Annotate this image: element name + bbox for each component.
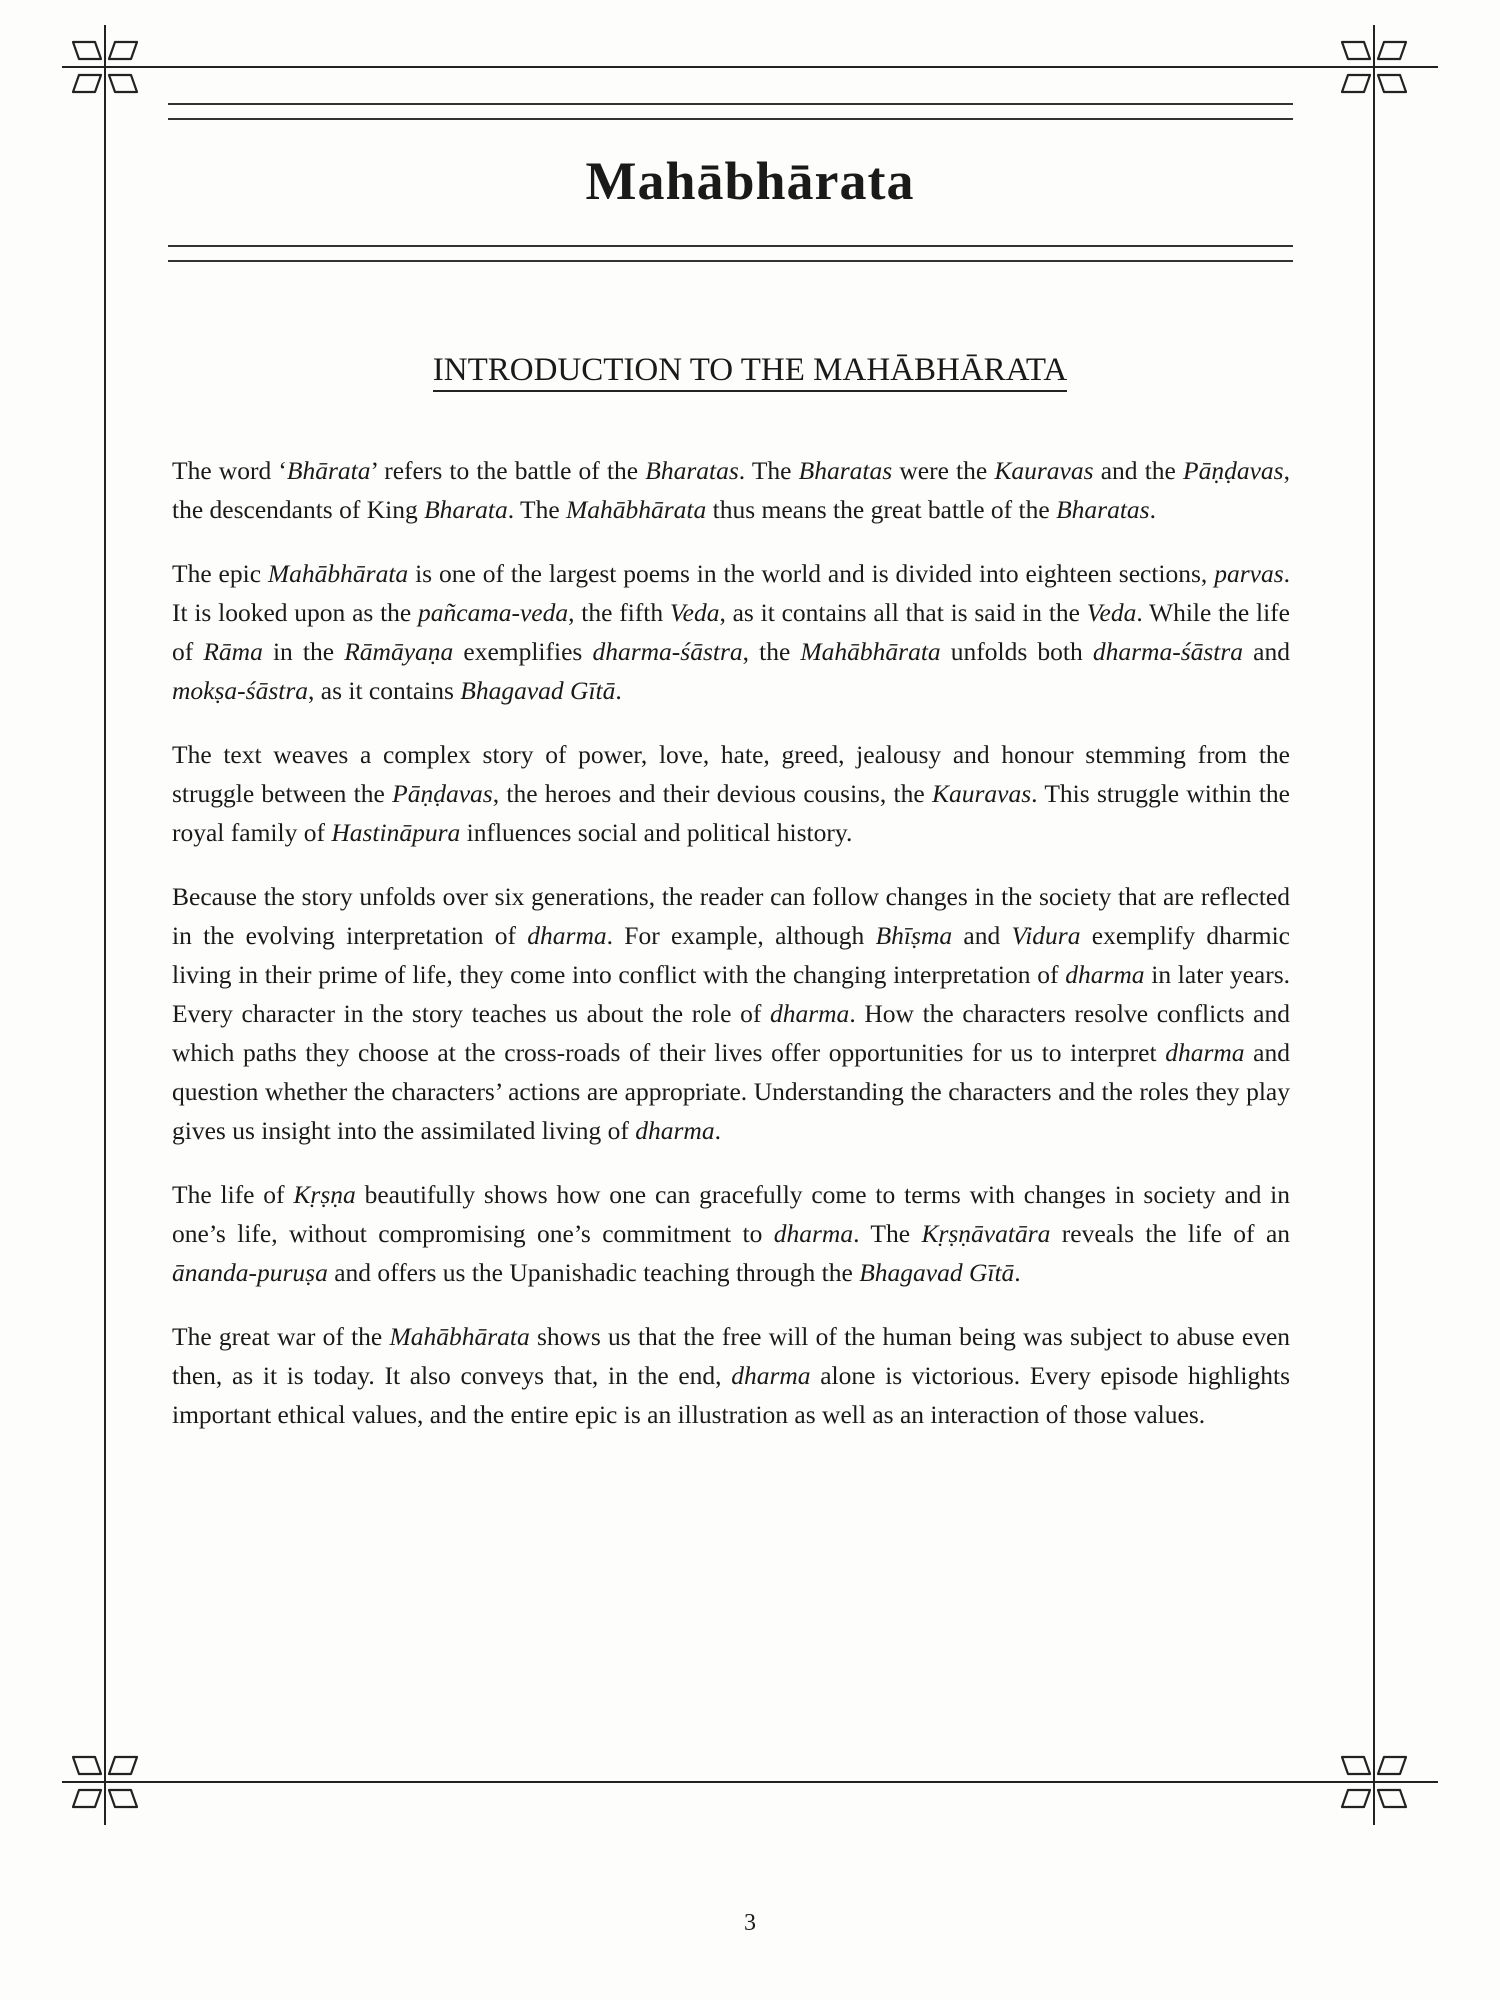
paragraph (172, 554, 1290, 710)
italic-term: dharma (1165, 1038, 1245, 1067)
body-text (172, 451, 1290, 1459)
frame-bottom-line (62, 1781, 1438, 1783)
text-run: . The (738, 456, 799, 485)
text-run: , as it contains all that is said in the (719, 598, 1087, 627)
page-number: 3 (744, 1910, 756, 1936)
text-run: exemplify dharmic living in their prime of life, they come into conflict with the changing interpretation of (172, 921, 1290, 989)
text-run: . The (853, 1219, 922, 1248)
italic-term: Rāma (203, 637, 263, 666)
text-run: reveals the life of an (1050, 1219, 1291, 1248)
text-run: . (714, 1116, 721, 1145)
text-run: . While the life of (172, 598, 1290, 666)
italic-term: Mahābhārata (389, 1322, 530, 1351)
italic-term: Mahābhārata (267, 559, 409, 588)
text-run: . (1014, 1258, 1021, 1287)
italic-term: Kṛṣṇa (293, 1180, 356, 1209)
text-run: , as it contains (308, 676, 461, 705)
frame-right-line (1373, 25, 1375, 1825)
text-run: Because the story unfolds over six generations, the reader can follow changes in the society that are reflected in the evolving interpretation of (172, 882, 1290, 950)
corner-ornament-top-left-icon (63, 25, 147, 109)
italic-term: pañcama-veda (418, 598, 569, 627)
text-run: and offers us the Upanishadic teaching through the (327, 1258, 860, 1287)
italic-term: Kṛṣṇāvatāra (921, 1219, 1051, 1248)
text-run: , the (742, 637, 801, 666)
text-run: influences social and political history. (460, 818, 853, 847)
text-run: . (615, 676, 622, 705)
text-run: and (952, 921, 1012, 950)
paragraph (172, 1175, 1290, 1292)
italic-term: Hastināpura (331, 818, 461, 847)
text-run: The life of (172, 1180, 294, 1209)
italic-term: Rāmāyaṇa (344, 637, 454, 666)
text-run: . The (507, 495, 567, 524)
text-run: ’ refers to the battle of the (370, 456, 646, 485)
text-run: and the (1093, 456, 1184, 485)
section-heading-text: INTRODUCTION TO THE MAHĀBHĀRATA (433, 352, 1067, 392)
text-run: exemplifies (453, 637, 593, 666)
italic-term: Kauravas (994, 456, 1094, 485)
italic-term: Bhagavad Gītā (460, 676, 616, 705)
italic-term: Kauravas (931, 779, 1032, 808)
italic-term: Veda (1086, 598, 1137, 627)
text-run: and question whether the characters’ actions are appropriate. Understanding the characters and the roles they play gives us insight into the assimilated living of (172, 1038, 1290, 1145)
italic-term: Bharatas (1056, 495, 1150, 524)
text-run: The epic (172, 559, 268, 588)
italic-term: dharma (769, 999, 850, 1028)
text-run: thus means the great battle of the (706, 495, 1057, 524)
section-heading (0, 352, 1500, 389)
italic-term: dharma (773, 1219, 854, 1248)
italic-term: dharma-śāstra (592, 637, 743, 666)
italic-term: Pāṇḍavas (1183, 456, 1284, 485)
paragraph (172, 877, 1290, 1150)
text-run: alone is victorious. Every episode highlights important ethical values, and the entire epic is an illustration as well as an interaction of those values. (172, 1361, 1290, 1429)
italic-term: dharma-śāstra (1092, 637, 1244, 666)
italic-term: Vidura (1011, 921, 1081, 950)
paragraph (172, 1317, 1290, 1434)
text-run: The text weaves a complex story of power, love, hate, greed, jealousy and honour stemming from the struggle between the (172, 740, 1290, 808)
italic-term: ānanda-puruṣa (172, 1258, 328, 1287)
italic-term: dharma (1065, 960, 1145, 989)
italic-term: Veda (669, 598, 720, 627)
italic-term: Bhārata (286, 456, 371, 485)
italic-term: parvas (1214, 559, 1284, 588)
italic-term: Pāṇḍavas (392, 779, 493, 808)
text-run: . How the characters resolve conflicts and which paths they choose at the cross-roads of their lives offer opportunities for us to interpret (172, 999, 1290, 1067)
text-run: The word ‘ (172, 456, 287, 485)
italic-term: dharma (731, 1361, 811, 1390)
corner-ornament-bottom-left-icon (63, 1740, 147, 1824)
text-run: in the (262, 637, 345, 666)
text-run: and (1243, 637, 1290, 666)
text-run: were the (892, 456, 995, 485)
title-rule-bottom-2 (168, 260, 1293, 262)
text-run: . This struggle within the royal family of (172, 779, 1290, 847)
paragraph (172, 735, 1290, 852)
corner-ornament-top-right-icon (1332, 25, 1416, 109)
title-rule-top-1 (168, 103, 1293, 105)
italic-term: Mahābhārata (566, 495, 707, 524)
text-run: . It is looked upon as the (172, 559, 1291, 627)
paragraph (172, 451, 1290, 529)
italic-term: Bhīṣma (875, 921, 953, 950)
italic-term: Bharata (424, 495, 508, 524)
italic-term: Bharatas (798, 456, 893, 485)
text-run: The great war of the (172, 1322, 390, 1351)
italic-term: Mahābhārata (800, 637, 941, 666)
corner-ornament-bottom-right-icon (1332, 1740, 1416, 1824)
italic-term: Bharatas (645, 456, 739, 485)
frame-left-line (104, 25, 106, 1825)
text-run: . (1149, 495, 1156, 524)
text-run: beautifully shows how one can gracefully come to terms with changes in society and in one’s life, without compromising one’s commitment to (172, 1180, 1290, 1248)
text-run: , the fifth (568, 598, 670, 627)
text-run: . For example, although (606, 921, 876, 950)
text-run: shows us that the free will of the human being was subject to abuse even then, as it is today. It also conveys that, in the end, (172, 1322, 1291, 1390)
italic-term: dharma (527, 921, 607, 950)
text-run: , the heroes and their devious cousins, the (492, 779, 932, 808)
italic-term: mokṣa-śāstra (172, 676, 309, 705)
italic-term: dharma (635, 1116, 715, 1145)
italic-term: Bhagavad Gītā (859, 1258, 1015, 1287)
title-rule-bottom-1 (168, 245, 1293, 247)
text-run: is one of the largest poems in the world and is divided into eighteen sections, (408, 559, 1215, 588)
text-run: , the descendants of King (172, 456, 1290, 524)
frame-top-line (62, 66, 1438, 68)
title-rule-top-2 (168, 118, 1293, 120)
text-run: in later years. Every character in the story teaches us about the role of (172, 960, 1290, 1028)
page-title: Mahābhārata (585, 151, 915, 211)
text-run: unfolds both (940, 637, 1093, 666)
